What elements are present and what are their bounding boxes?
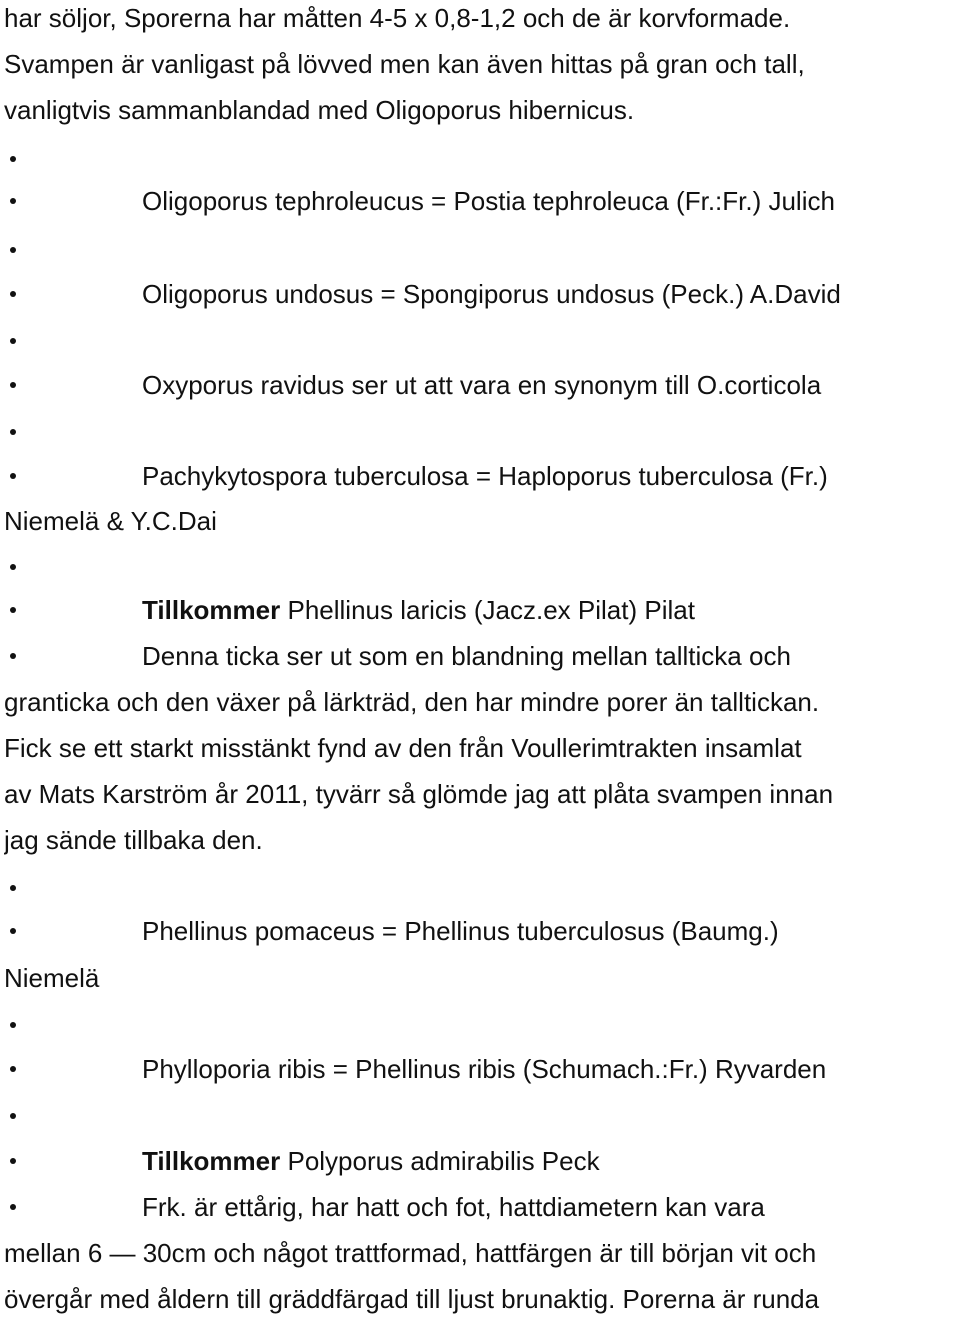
text-line: Niemelä (4, 963, 100, 993)
species-entry (142, 1141, 600, 1181)
bullet-icon (10, 1113, 16, 1119)
species-entry: Oxyporus ravidus ser ut att vara en synonym till O.corticola (142, 370, 822, 400)
species-note: Frk. är ettårig, har hatt och fot, hattdiametern kan vara (142, 1192, 765, 1222)
empty-bullet (4, 321, 960, 361)
species-name: Phellinus laricis (Jacz.ex Pilat) Pilat (280, 595, 695, 625)
bullet-icon (10, 928, 16, 934)
species-entry: Phylloporia ribis = Phellinus ribis (Schumach.:Fr.) Ryvarden (142, 1054, 827, 1084)
text-line: har söljor, Sporerna har måtten 4-5 x 0,8-1,2 och de är korvformade. (4, 3, 791, 33)
bullet-icon (10, 247, 16, 253)
list-item (4, 456, 960, 496)
species-entry: Oligoporus tephroleucus = Postia tephroleuca (Fr.:Fr.) Julich (142, 186, 835, 216)
empty-bullet (4, 547, 960, 587)
list-item (4, 274, 960, 314)
text-line: övergår med åldern till gräddfärgad till ljust brunaktig. Porerna är runda (4, 1284, 820, 1314)
bullet-icon (10, 338, 16, 344)
empty-bullet (4, 230, 960, 270)
list-item (4, 1049, 960, 1089)
bullet-icon (10, 564, 16, 570)
list-item (4, 636, 960, 676)
list-item (4, 590, 960, 630)
species-note: Denna ticka ser ut som en blandning mellan tallticka och (142, 641, 791, 671)
bullet-icon (10, 382, 16, 388)
bullet-icon (10, 653, 16, 659)
list-item (4, 1141, 960, 1181)
bullet-icon (10, 198, 16, 204)
text-line: Fick se ett starkt misstänkt fynd av den från Voullerimtrakten insamlat (4, 733, 802, 763)
bullet-icon (10, 1204, 16, 1210)
bullet-icon (10, 885, 16, 891)
bullet-icon (10, 1022, 16, 1028)
text-line: Svampen är vanligast på lövved men kan även hittas på gran och tall, (4, 49, 805, 79)
list-item (4, 181, 960, 221)
text-line: vanligtvis sammanblandad med Oligoporus hibernicus. (4, 95, 635, 125)
bullet-icon (10, 429, 16, 435)
bullet-icon (10, 607, 16, 613)
text-line: mellan 6 — 30cm och något trattformad, hattfärgen är till början vit och (4, 1238, 817, 1268)
empty-bullet (4, 412, 960, 452)
species-entry: Pachykytospora tuberculosa = Haploporus tuberculosa (Fr.) (142, 461, 828, 491)
text-line: Niemelä & Y.C.Dai (4, 506, 217, 536)
list-item (4, 365, 960, 405)
new-species-marker: Tillkommer (142, 1146, 281, 1176)
empty-bullet (4, 1096, 960, 1136)
list-item (4, 911, 960, 951)
text-line: av Mats Karström år 2011, tyvärr så glömde jag att plåta svampen innan (4, 779, 834, 809)
bullet-icon (10, 473, 16, 479)
new-species-marker: Tillkommer (142, 595, 281, 625)
bullet-icon (10, 156, 16, 162)
species-entry: Oligoporus undosus = Spongiporus undosus (Peck.) A.David (142, 279, 841, 309)
list-item (4, 1187, 960, 1227)
species-entry: Phellinus pomaceus = Phellinus tuberculosus (Baumg.) (142, 916, 779, 946)
empty-bullet (4, 1005, 960, 1045)
empty-bullet (4, 868, 960, 908)
bullet-icon (10, 1066, 16, 1072)
text-line: granticka och den växer på lärkträd, den har mindre porer än talltickan. (4, 687, 820, 717)
species-entry (142, 590, 695, 630)
bullet-icon (10, 1158, 16, 1164)
bullet-icon (10, 291, 16, 297)
species-name: Polyporus admirabilis Peck (280, 1146, 600, 1176)
empty-bullet (4, 139, 960, 179)
text-line: jag sände tillbaka den. (4, 825, 263, 855)
